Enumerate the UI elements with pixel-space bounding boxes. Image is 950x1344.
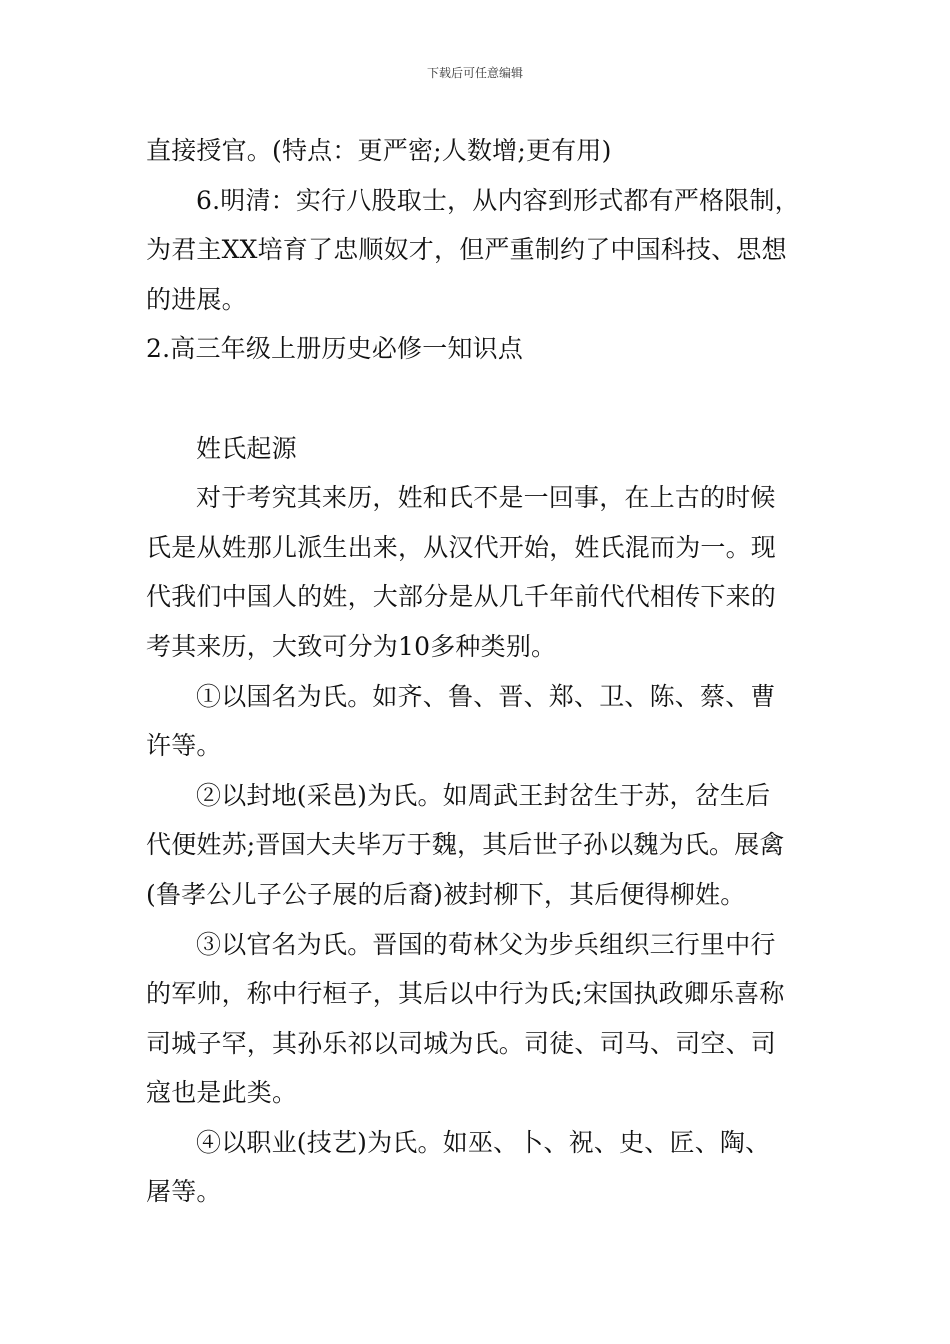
text-line: ①以国名为氏。如齐、鲁、晋、郑、卫、陈、蔡、曹 xyxy=(196,681,776,711)
text-line: ②以封地(采邑)为氏。如周武王封岔生于苏，岔生后 xyxy=(196,780,771,810)
text-line: 对于考究其来历，姓和氏不是一回事，在上古的时候 xyxy=(196,483,776,513)
text-line: 屠等。 xyxy=(146,1177,222,1207)
text-line: 直接授官。(特点：更严密;人数增;更有用) xyxy=(146,136,612,165)
text-line: 的军帅，称中行桓子，其后以中行为氏;宋国执政卿乐喜称 xyxy=(146,979,785,1009)
text-line: ③以官名为氏。晋国的荀林父为步兵组织三行里中行 xyxy=(196,929,776,959)
text-line: 寇也是此类。 xyxy=(146,1078,298,1108)
text-line: 许等。 xyxy=(146,731,222,761)
blank-line xyxy=(146,374,826,424)
text-line: 代便姓苏;晋国大夫毕万于魏，其后世子孙以魏为氏。展禽 xyxy=(146,830,785,860)
page-header: 下载后可任意编辑 xyxy=(426,66,523,80)
text-line: 的进展。 xyxy=(146,284,247,314)
text-line: 为君主XX培育了忠顺奴才，但严重制约了中国科技、思想 xyxy=(146,235,787,265)
text-line: 氏是从姓那儿派生出来，从汉代开始，姓氏混而为一。现 xyxy=(146,532,777,562)
text-line: 6.明清：实行八股取士，从内容到形式都有严格限制， xyxy=(196,185,800,215)
section-heading: 2.高三年级上册历史必修一知识点 xyxy=(146,334,524,364)
text-line: ④以职业(技艺)为氏。如巫、卜、祝、史、匠、陶、 xyxy=(196,1127,771,1157)
text-line: 司城子罕，其孙乐祁以司城为氏。司徒、司马、司空、司 xyxy=(146,1028,777,1058)
subsection-title: 姓氏起源 xyxy=(196,433,297,463)
text-line: (鲁孝公儿子公子展的后裔)被封柳下，其后便得柳姓。 xyxy=(146,879,746,909)
text-line: 考其来历，大致可分为10多种类别。 xyxy=(146,631,557,661)
document-body xyxy=(146,126,826,1217)
text-line: 代我们中国人的姓，大部分是从几千年前代代相传下来的 xyxy=(146,582,777,612)
